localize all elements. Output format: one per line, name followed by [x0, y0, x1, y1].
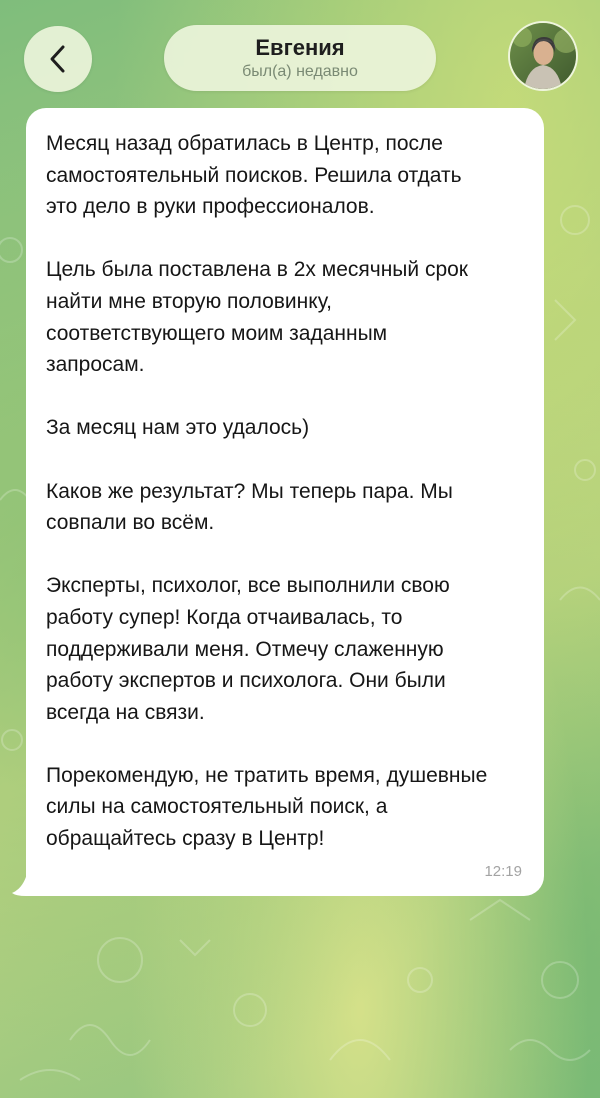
back-button[interactable]	[24, 26, 92, 92]
message-text: Месяц назад обратилась в Центр, после самостоятельный поисков. Решила отдать это дело в руки профессионалов. Цель была поставлена в 2х месячный срок найти мне вторую половинку, соответствующего моим заданным запросам. За месяц нам это удалось) Каков же результат? Мы теперь пара. Мы совпали во всём. Эксперты, психолог, все выполнили свою работу супер! Когда отчаивалась, то поддерживали меня. Отмечу слаженную работу экспертов и психолога. Они были всегда на связи. Порекомендую, не тратить время, душевные силы на самостоятельный поиск, а обращайтесь сразу в Центр!	[46, 132, 488, 851]
chat-header	[0, 0, 600, 110]
contact-avatar[interactable]	[510, 23, 576, 89]
avatar-photo	[510, 23, 576, 89]
contact-status: был(а) недавно	[242, 62, 358, 80]
message-bubble[interactable]	[26, 108, 544, 896]
chevron-left-icon	[46, 44, 70, 74]
message-time: 12:19	[484, 863, 522, 880]
contact-info-button[interactable]	[164, 25, 436, 91]
contact-name: Евгения	[255, 34, 345, 60]
